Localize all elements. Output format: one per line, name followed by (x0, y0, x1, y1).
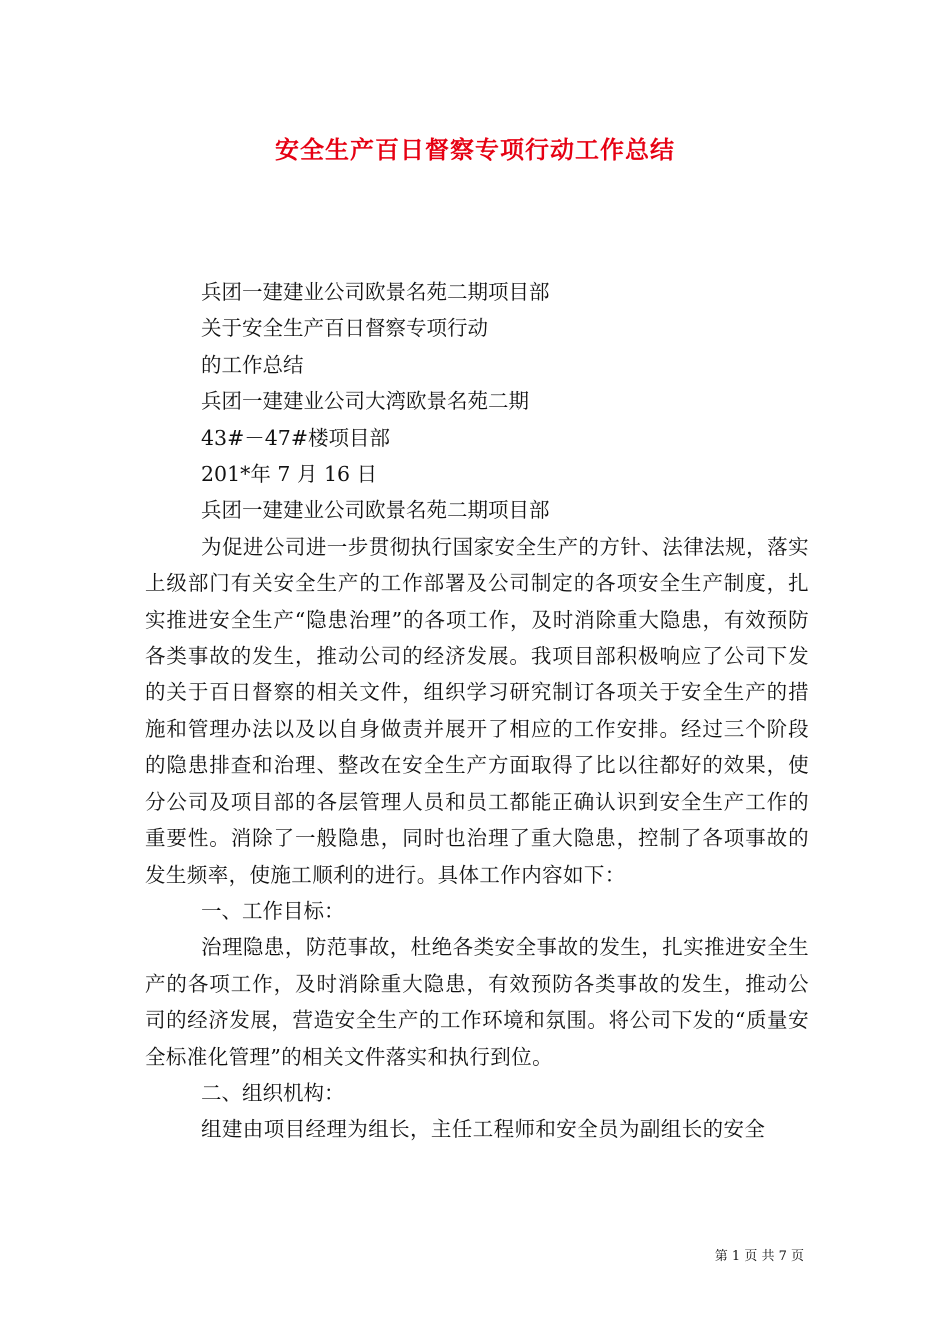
page-number: 第 1 页 共 7 页 (714, 1249, 804, 1264)
section-heading-goals: 一、工作目标： (201, 898, 345, 923)
document-title: 安全生产百日督察专项行动工作总结 (275, 135, 675, 164)
header-line-buildings: 43#－47#楼项目部 (201, 425, 391, 450)
section-paragraph-organization: 组建由项目经理为组长，主任工程师和安全员为副组长的安全 (201, 1117, 766, 1142)
header-line-date: 201*年 7 月 16 日 (201, 462, 378, 487)
intro-paragraph: 为促进公司进一步贯彻执行国家安全生产的方针、法律法规，落实上级部门有关安全生产的工作部署及公司制定的各项安全生产制度，扎实推进安全生产“隐患治理”的各项工作，及时消除重大隐患，有效预防各类事故的发生，推动公司的经济发展。我项目部积极响应了公司下发的关于百日督察的相关文件，组织学习研究制订各项关于安全生产的措施和管理办法以及以自身做责并展开了相应的工作安排。经过三个阶段的隐患排查和治理、整改在安全生产方面取得了比以往都好的效果，使分公司及项目部的各层管理人员和员工都能正确认识到安全生产工作的重要性。消除了一般隐患，同时也治理了重大隐患，控制了各项事故的发生频率，使施工顺利的进行。具体工作内容如下： (145, 534, 809, 887)
section-heading-organization: 二、组织机构： (201, 1080, 345, 1105)
header-line-author: 兵团一建建业公司欧景名苑二期项目部 (201, 498, 550, 523)
header-line-department: 兵团一建建业公司大湾欧景名苑二期 (201, 389, 529, 414)
header-line-subject-cont: 的工作总结 (201, 352, 304, 377)
header-line-subject: 关于安全生产百日督察专项行动 (201, 316, 488, 341)
document-body (145, 274, 809, 1148)
section-paragraph-goals: 治理隐患，防范事故，杜绝各类安全事故的发生，扎实推进安全生产的各项工作，及时消除重大隐患，有效预防各类事故的发生，推动公司的经济发展，营造安全生产的工作环境和氛围。将公司下发的“质量安全标准化管理”的相关文件落实和执行到位。 (145, 935, 809, 1069)
header-line-project: 兵团一建建业公司欧景名苑二期项目部 (201, 280, 550, 304)
